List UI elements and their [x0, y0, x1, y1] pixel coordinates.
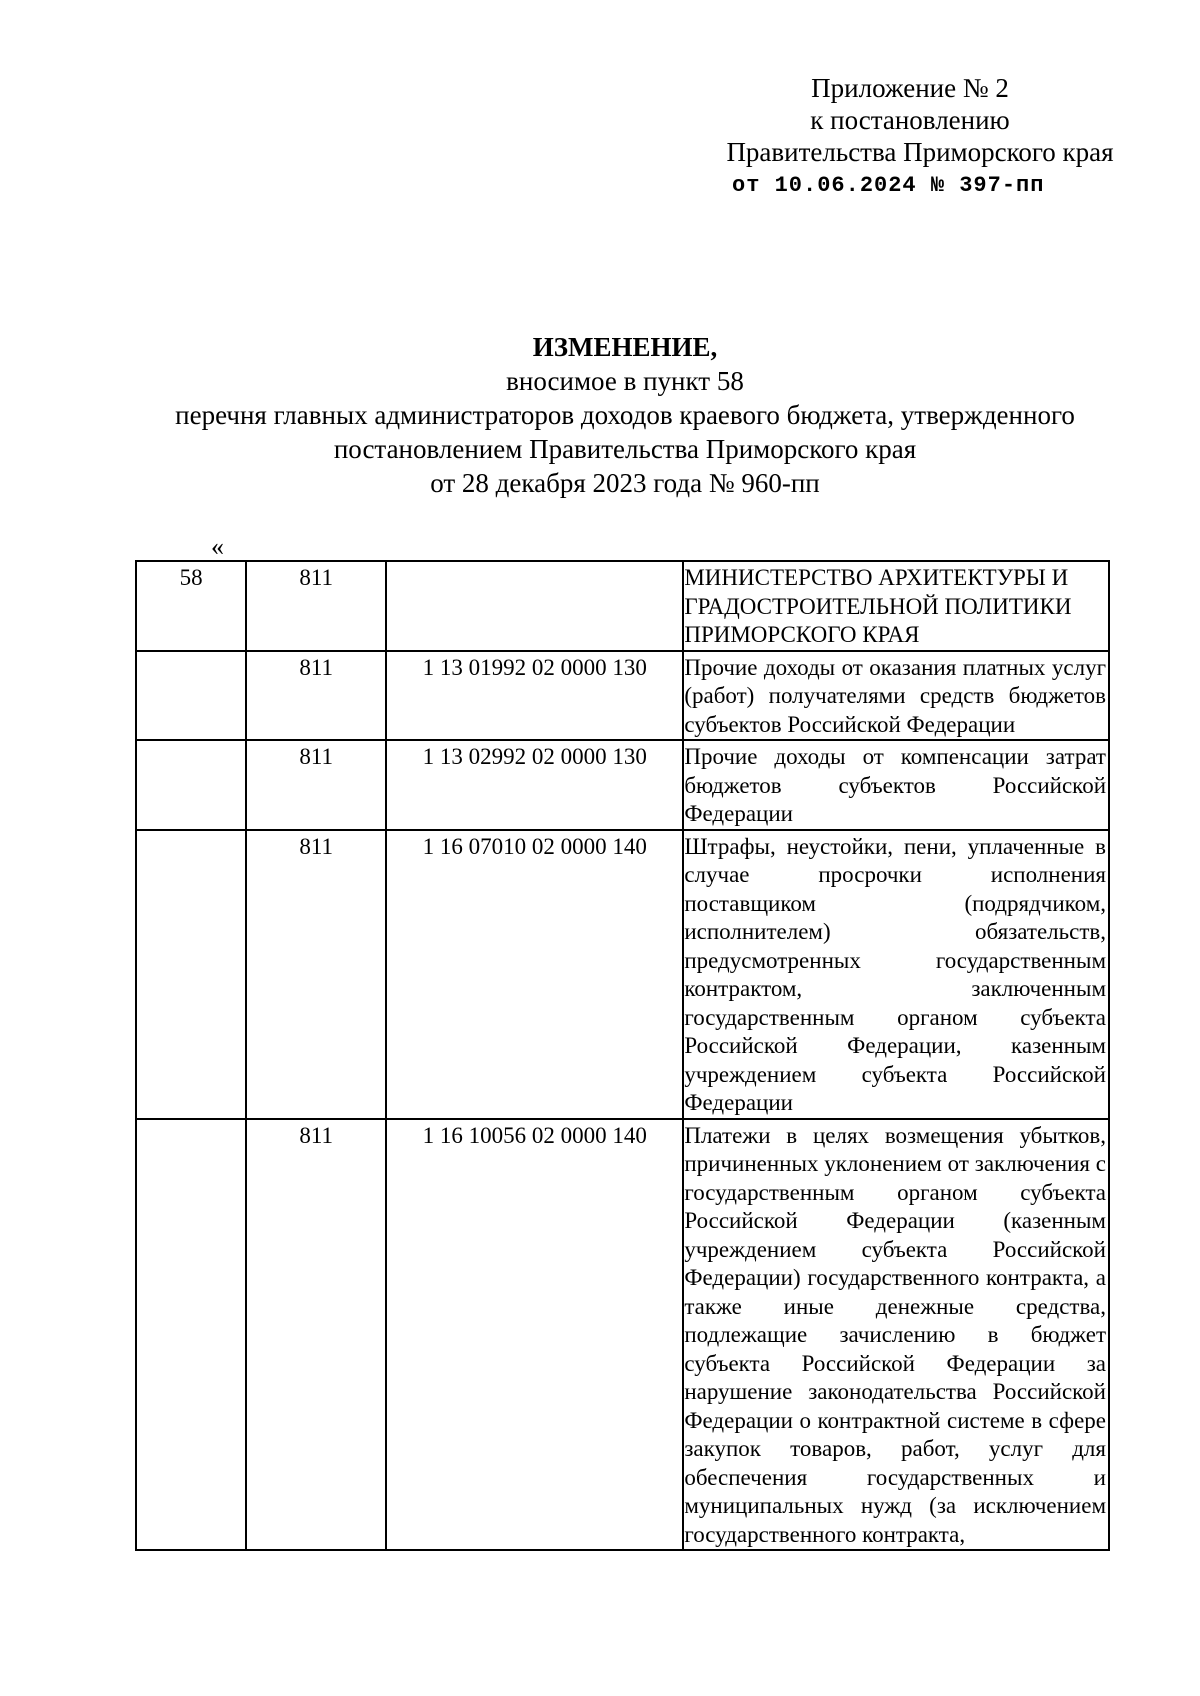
- income-name: Штрафы, неустойки, пени, уплаченные в случае просрочки исполнения поставщиком (подрядчиком, исполнителем) обязательств, предусмотренных государственным контрактом, заключенным государственным органом субъекта Российской Федерации, казенным учреждением субъекта Российской Федерации: [684, 833, 1106, 1115]
- income-code: 1 13 01992 02 0000 130: [422, 654, 647, 680]
- table-row: [136, 830, 1109, 1119]
- title-heading: ИЗМЕНЕНИЕ,: [532, 332, 718, 362]
- income-code: 1 16 10056 02 0000 140: [422, 1122, 647, 1148]
- admin-code-cell: [246, 651, 386, 741]
- income-name: Платежи в целях возмещения убытков, причиненных уклонением от заключения с государственным органом субъекта Российской Федерации (казенным учреждением субъекта Российской Федерации) государственного контракта, а также иные денежные средства, подлежащие зачислению в бюджет субъекта Российской Федерации за нарушение законодательства Российской Федерации о контрактной системе в сфере закупок товаров, работ, услуг для обеспечения государственных и муниципальных нужд (за исключением государственного контракта,: [684, 1122, 1106, 1547]
- income-code: 1 13 02992 02 0000 130: [422, 744, 647, 769]
- income-code: [387, 562, 682, 564]
- row-number: [137, 652, 245, 654]
- income-code-cell: [386, 561, 683, 651]
- income-name: МИНИСТЕРСТВО АРХИТЕКТУРЫ И ГРАДОСТРОИТЕЛЬНОЙ ПОЛИТИКИ ПРИМОРСКОГО КРАЯ: [684, 565, 1072, 647]
- table-row: [136, 561, 1109, 651]
- row-number-cell: [136, 1119, 246, 1551]
- table-row: [136, 651, 1109, 741]
- income-name-cell: [683, 740, 1109, 830]
- document-title: [80, 330, 1170, 500]
- income-code-cell: [386, 740, 683, 830]
- row-number: [137, 1120, 245, 1122]
- row-number: [137, 831, 245, 833]
- appendix-government: Правительства Приморского края: [726, 137, 1114, 167]
- admin-code-cell: [246, 830, 386, 1119]
- row-number-cell: [136, 740, 246, 830]
- appendix-number: Приложение № 2: [811, 73, 1009, 103]
- income-name: Прочие доходы от оказания платных услуг (работ) получателями средств бюджетов субъектов Российской Федерации: [684, 654, 1106, 737]
- title-line-4: постановлением Правительства Приморского края: [333, 434, 917, 464]
- row-number-cell: [136, 561, 246, 651]
- admin-code-cell: [246, 740, 386, 830]
- admin-code: 811: [299, 833, 334, 859]
- admin-code: 811: [299, 744, 334, 769]
- income-code-cell: [386, 830, 683, 1119]
- table-row: [136, 740, 1109, 830]
- title-line-2: вносимое в пункт 58: [506, 366, 744, 396]
- admin-code-cell: [246, 1119, 386, 1551]
- row-number-cell: [136, 651, 246, 741]
- income-name-cell: [683, 830, 1109, 1119]
- title-line-5: от 28 декабря 2023 года № 960-пп: [430, 468, 820, 498]
- income-name: Прочие доходы от компенсации затрат бюджетов субъектов Российской Федерации: [684, 744, 1106, 826]
- row-number: 58: [179, 565, 203, 590]
- admin-code-cell: [246, 561, 386, 651]
- appendix-date-number: от 10.06.2024 № 397-пп: [732, 173, 1045, 198]
- income-name-cell: [683, 561, 1109, 651]
- revenue-administrators-table: [135, 560, 1110, 1551]
- admin-code: 811: [299, 654, 334, 680]
- title-line-3: перечня главных администраторов доходов краевого бюджета, утвержденного: [175, 400, 1075, 430]
- row-number-cell: [136, 830, 246, 1119]
- appendix-reference: к постановлению: [810, 105, 1010, 135]
- opening-quote: «: [211, 532, 224, 561]
- appendix-header: [690, 72, 1130, 202]
- income-name-cell: [683, 651, 1109, 741]
- admin-code: 811: [299, 1122, 334, 1148]
- table-row: [136, 1119, 1109, 1551]
- income-name-cell: [683, 1119, 1109, 1551]
- row-number: [137, 741, 245, 743]
- income-code: 1 16 07010 02 0000 140: [422, 833, 647, 859]
- income-code-cell: [386, 651, 683, 741]
- admin-code: 811: [299, 565, 334, 590]
- income-code-cell: [386, 1119, 683, 1551]
